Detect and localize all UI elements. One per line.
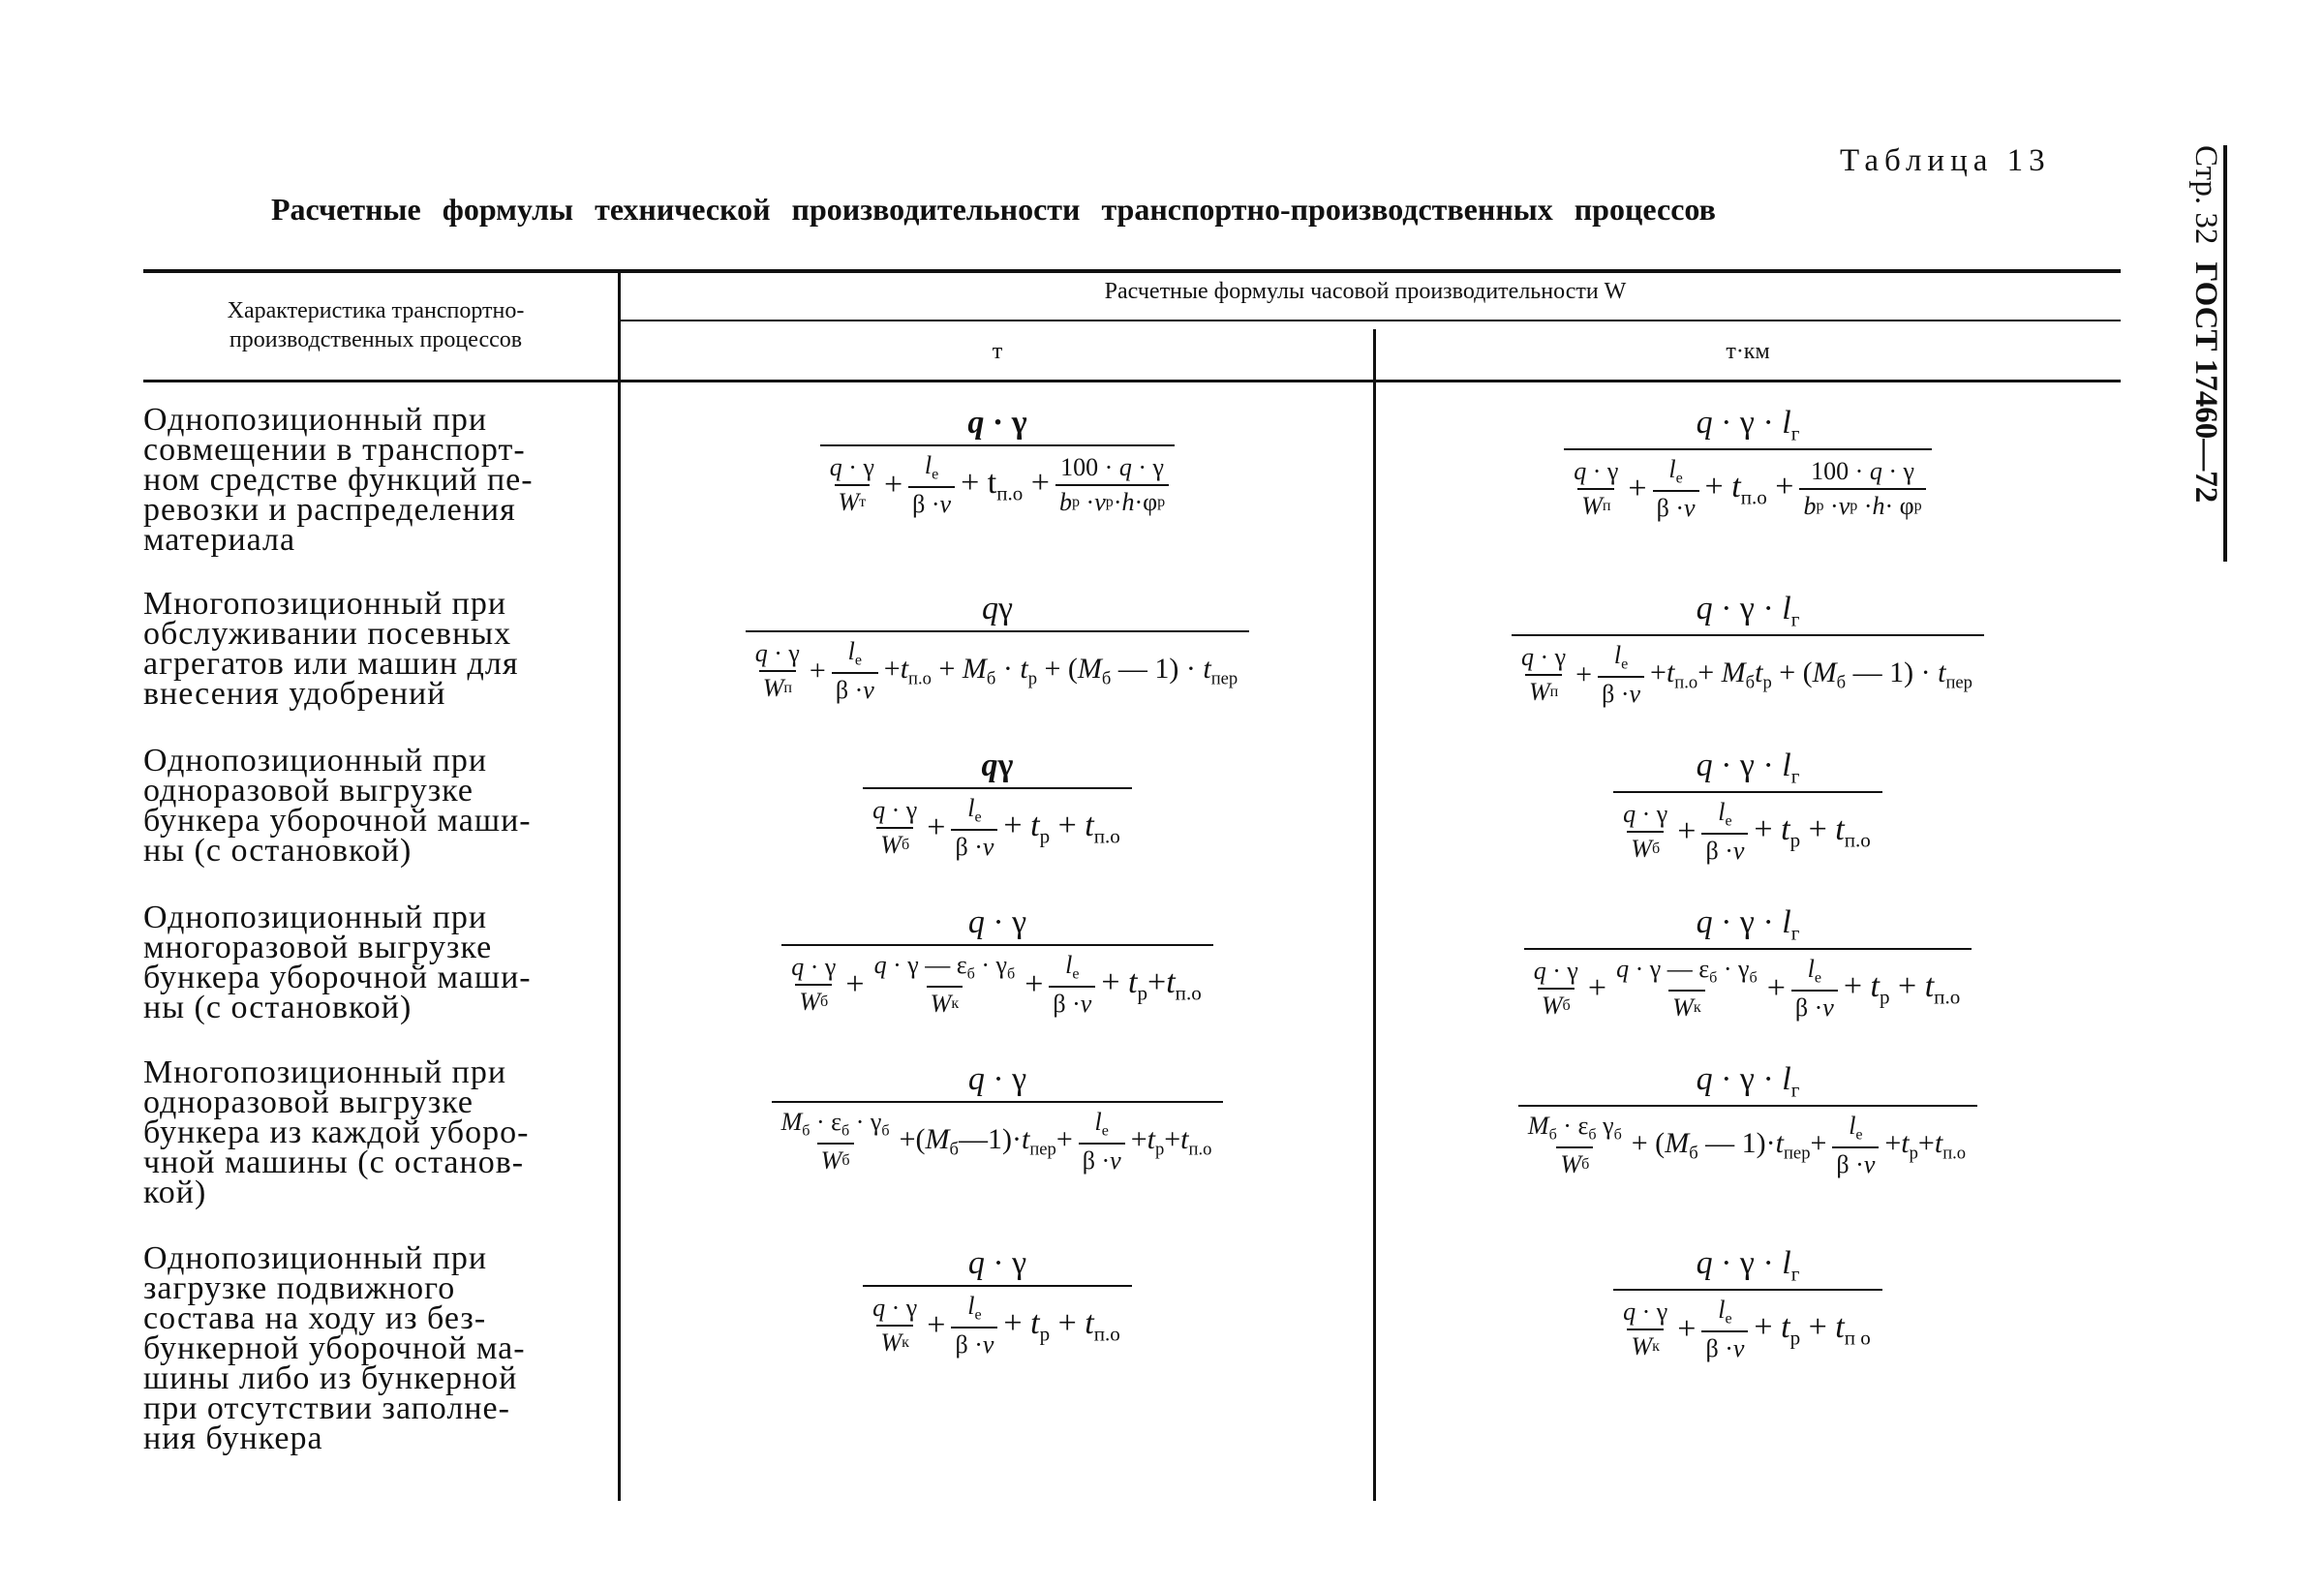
row-4-description: Однопозиционный при многоразовой выгрузке бункера уборочной маши- ны (с остановкой): [143, 900, 532, 1025]
formula-row5-t: q · γ $M_б \cdot \varepsilon_б \cdot \gamma_б$ W б $+(M_б—1)\cdot t_{пер}+$ $l_е$ β · v $+t_р+t_{п.о}$: [625, 1061, 1370, 1176]
header-unit-t: т: [992, 339, 1003, 364]
formula-row4-t: q · γ q · γ W б + q · γ — $\varepsilon_б \cdot \gamma_б$ W к + $l_е$ β · v + $t_р+t_{п.о}$: [625, 904, 1370, 1019]
formula-row2-tkm: $q \cdot \gamma \cdot l_г$ q · γ W п + $l_е$ β · v $+t_{п.о}+ M_бt_р + (M_б$ — $1) \cdot t_{пер}$: [1375, 591, 2121, 709]
row-3-description: Однопозиционный при одноразовой выгрузке бункера уборочной маши- ны (с остановкой): [143, 743, 532, 869]
table-number: Таблица 13: [1840, 143, 2051, 178]
formula-row6-t: q · γ q · γ W к + $l_е$ β · v + $t_р + t_{п.о}$: [625, 1245, 1370, 1359]
side-rule: [2223, 145, 2227, 562]
formula-row6-tkm: $q \cdot \gamma \cdot l_г$ q · γ W к + $l_е$ β · v + $t_р + t_{п о}$: [1375, 1245, 2121, 1363]
formula-row4-tkm: $q \cdot \gamma \cdot l_г$ q · γ W б + q · γ — $\varepsilon_б \cdot \gamma_б$ W к + $l_е$ β · v + $t_р + t_{п.о}$: [1375, 904, 2121, 1023]
page-number: Стр. 32: [2188, 145, 2223, 245]
formula-row3-tkm: $q \cdot \gamma \cdot l_г$ q · γ W б + $l_е$ β · v + $t_р + t_{п.о}$: [1375, 748, 2121, 866]
formula-row1-t: q · γ q · γ W т + $l_е$ β · v + $t_{п.о}$ + 100 · q · γ b р · v р · h ·φ р: [625, 405, 1370, 519]
formula-row1-tkm: $q \cdot \gamma \cdot l_г$ q · γ W п + $l_е$ β · v + $t_{п.о}$ + 100 · q · γ b р · v р · h · φ р: [1375, 405, 2121, 523]
row-6-description: Однопозиционный при загрузке подвижного состава на ходу из без- бункерной уборочной ма- шины либо из бункерной при отсутствии заполне- ния бункера: [143, 1240, 526, 1456]
group-header-rule: [620, 320, 2121, 321]
table-title: Расчетные формулы технической производительности транспортно-производственных процессов: [271, 192, 1716, 227]
formula-row3-t: qγ q · γ W б + $l_е$ β · v + $t_р + t_{п.о}$: [625, 748, 1370, 862]
table-top-rule: [143, 269, 2121, 273]
header-characteristic: Характеристика транспортно-производственных процессов: [227, 298, 525, 352]
row-5-description: Многопозиционный при одноразовой выгрузке бункера из каждой убоpo- чной машины (с останов- кой): [143, 1054, 530, 1210]
formula-row2-t: qγ q · γ W п + $l_е$ β · v $+t_{п.о} + M_б \cdot t_р + (M_б$ — $1) \cdot t_{пер}$: [625, 591, 1370, 705]
side-running-head: [2187, 145, 2223, 503]
row-1-description: Однопозиционный при совмещении в транспорт- ном средстве функций пе- ревозки и распределения материала: [143, 402, 534, 558]
header-unit-tkm: т·км: [1726, 339, 1770, 364]
column-divider-left: [618, 273, 621, 1501]
formula-row5-tkm: $q \cdot \gamma \cdot l_г$ $M_б \cdot \varepsilon_б$ $\gamma_б$ W б + ($M_б$ — $1)\cdot t_{пер}+$ $l_е$ β · v $+t_р+t_{п.о}$: [1375, 1061, 2121, 1179]
standard-number: ГОСТ 17460—72: [2188, 261, 2223, 504]
header-formulas-group: Расчетные формулы часовой производительности W: [1104, 279, 1627, 304]
header-bottom-rule: [143, 380, 2121, 382]
row-2-description: Многопозиционный при обслуживании посевных агрегатов или машин для внесения удобрений: [143, 586, 519, 712]
side-margin-label: [2146, 145, 2223, 591]
